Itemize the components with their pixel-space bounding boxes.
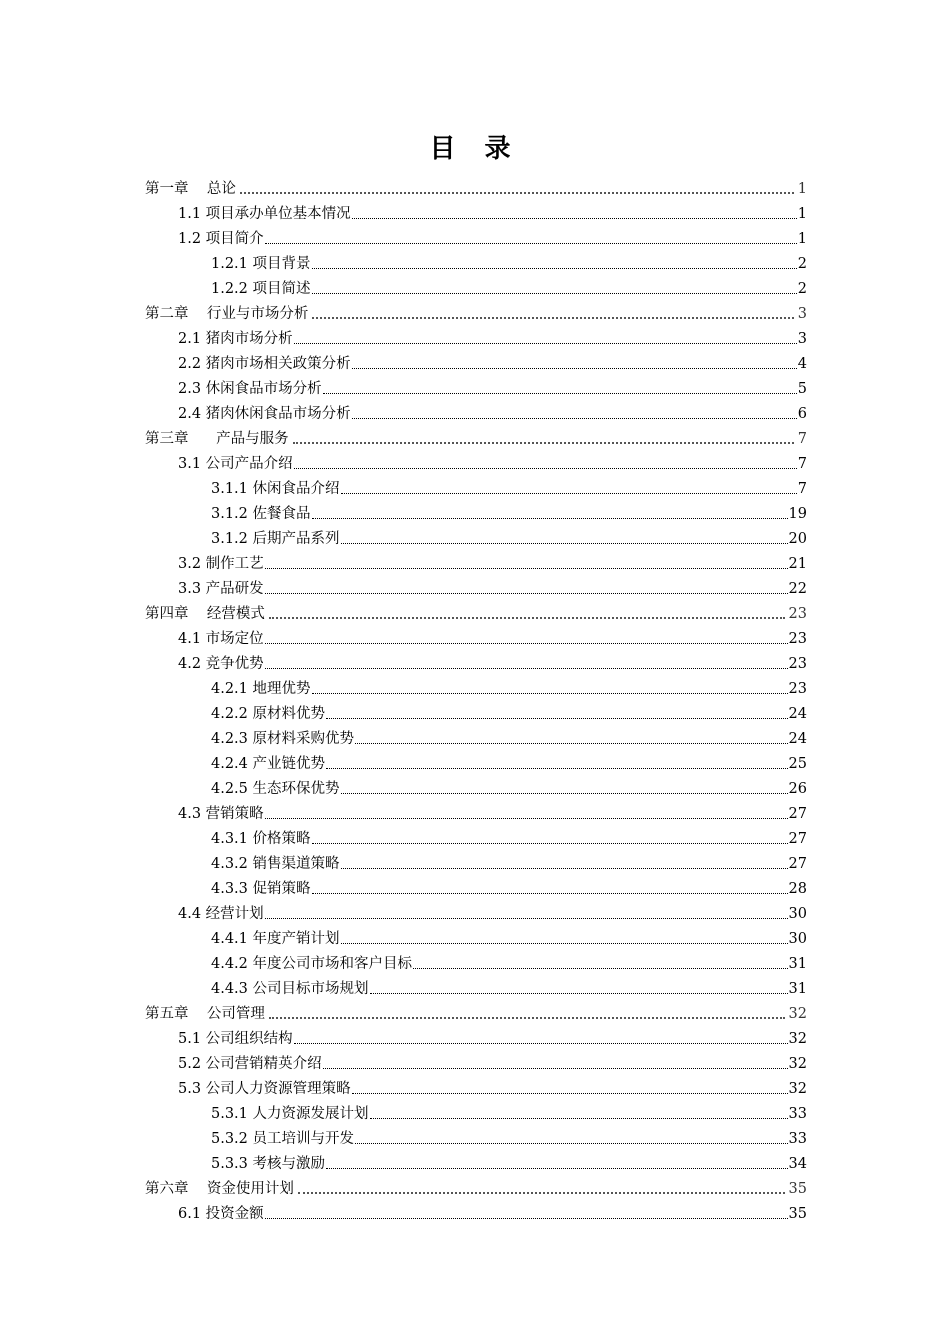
- toc-dot-leader: [312, 268, 797, 269]
- toc-dot-leader: [312, 893, 788, 894]
- toc-section-entry[interactable]: [145, 574, 807, 599]
- toc-page-number: 23: [788, 681, 807, 697]
- toc-page-number: 32: [788, 1006, 807, 1022]
- toc-section-entry[interactable]: [145, 399, 807, 424]
- toc-page-number: 24: [788, 731, 807, 747]
- toc-page-number: 24: [788, 706, 807, 722]
- toc-entry-label: 1.2.1 项目背景: [211, 256, 311, 272]
- toc-dot-leader: [355, 743, 788, 744]
- toc-dot-leader: [413, 968, 788, 969]
- toc-subsection-entry[interactable]: [145, 1149, 807, 1174]
- toc-chapter-entry[interactable]: [145, 174, 807, 199]
- toc-page-number: 27: [788, 856, 807, 872]
- toc-section-entry[interactable]: [145, 1049, 807, 1074]
- toc-page-number: 27: [788, 831, 807, 847]
- toc-dot-leader: [269, 1017, 785, 1019]
- toc-page-number: 20: [788, 531, 807, 547]
- toc-entry-label: 5.3.2 员工培训与开发: [211, 1131, 355, 1147]
- toc-entry-label: 4.1 市场定位: [178, 631, 264, 647]
- toc-entry-label: 4.2.1 地理优势: [211, 681, 311, 697]
- toc-entry-label: 第三章 产品与服务: [145, 431, 289, 447]
- toc-dot-leader: [341, 543, 788, 544]
- toc-entry-label: 1.2 项目简介: [178, 231, 264, 247]
- toc-entry-label: 4.3 营销策略: [178, 806, 264, 822]
- toc-page-number: 30: [788, 931, 807, 947]
- toc-entry-label: 2.4 猪肉休闲食品市场分析: [178, 406, 351, 422]
- toc-page-number: 23: [788, 606, 807, 622]
- toc-page-number: 2: [797, 281, 807, 297]
- toc-subsection-entry[interactable]: [145, 674, 807, 699]
- toc-chapter-entry[interactable]: [145, 999, 807, 1024]
- toc-subsection-entry[interactable]: [145, 274, 807, 299]
- toc-dot-leader: [265, 643, 788, 644]
- toc-entry-label: 第二章 行业与市场分析: [145, 306, 309, 322]
- toc-dot-leader: [269, 617, 785, 619]
- toc-dot-leader: [312, 843, 788, 844]
- toc-subsection-entry[interactable]: [145, 699, 807, 724]
- toc-chapter-entry[interactable]: [145, 424, 807, 449]
- toc-dot-leader: [312, 693, 788, 694]
- toc-dot-leader: [323, 1068, 788, 1069]
- toc-entry-label: 3.1.2 后期产品系列: [211, 531, 340, 547]
- toc-entry-label: 5.1 公司组织结构: [178, 1031, 293, 1047]
- toc-entry-label: 3.1.2 佐餐食品: [211, 506, 311, 522]
- toc-page-number: 3: [797, 306, 807, 322]
- toc-dot-leader: [265, 568, 788, 569]
- toc-section-entry[interactable]: [145, 799, 807, 824]
- toc-subsection-entry[interactable]: [145, 249, 807, 274]
- toc-entry-label: 4.3.1 价格策略: [211, 831, 311, 847]
- toc-entry-label: 4.4 经营计划: [178, 906, 264, 922]
- toc-dot-leader: [265, 818, 788, 819]
- toc-section-entry[interactable]: [145, 199, 807, 224]
- toc-entry-label: 5.3.1 人力资源发展计划: [211, 1106, 369, 1122]
- toc-entry-label: 2.3 休闲食品市场分析: [178, 381, 322, 397]
- toc-dot-leader: [341, 793, 788, 794]
- toc-dot-leader: [265, 918, 788, 919]
- toc-subsection-entry[interactable]: [145, 724, 807, 749]
- toc-entry-label: 4.2 竞争优势: [178, 656, 264, 672]
- toc-subsection-entry[interactable]: [145, 499, 807, 524]
- toc-page-number: 31: [788, 981, 807, 997]
- toc-entry-label: 4.4.2 年度公司市场和客户目标: [211, 956, 413, 972]
- toc-entry-label: 4.3.3 促销策略: [211, 881, 311, 897]
- toc-page-number: 33: [788, 1106, 807, 1122]
- toc-page-number: 33: [788, 1131, 807, 1147]
- toc-chapter-entry[interactable]: [145, 1174, 807, 1199]
- toc-subsection-entry[interactable]: [145, 874, 807, 899]
- toc-dot-leader: [352, 368, 797, 369]
- toc-entry-label: 4.3.2 销售渠道策略: [211, 856, 340, 872]
- toc-page-number: 25: [788, 756, 807, 772]
- toc-page-number: 26: [788, 781, 807, 797]
- toc-page-number: 19: [788, 506, 807, 522]
- toc-section-entry[interactable]: [145, 449, 807, 474]
- toc-page-number: 21: [788, 556, 807, 572]
- toc-page-number: 30: [788, 906, 807, 922]
- toc-entry-label: 6.1 投资金额: [178, 1206, 264, 1222]
- toc-dot-leader: [293, 442, 794, 444]
- toc-dot-leader: [355, 1143, 788, 1144]
- toc-page-number: 1: [797, 231, 807, 247]
- toc-entry-label: 2.2 猪肉市场相关政策分析: [178, 356, 351, 372]
- toc-list: [145, 174, 807, 1224]
- toc-subsection-entry[interactable]: [145, 774, 807, 799]
- toc-entry-label: 2.1 猪肉市场分析: [178, 331, 293, 347]
- toc-page-number: 2: [797, 256, 807, 272]
- toc-section-entry[interactable]: [145, 649, 807, 674]
- toc-page-number: 31: [788, 956, 807, 972]
- toc-dot-leader: [352, 418, 797, 419]
- toc-page-number: 23: [788, 656, 807, 672]
- toc-page-number: 7: [797, 481, 807, 497]
- toc-entry-label: 4.2.5 生态环保优势: [211, 781, 340, 797]
- toc-entry-label: 3.1 公司产品介绍: [178, 456, 293, 472]
- toc-dot-leader: [326, 718, 788, 719]
- toc-dot-leader: [265, 1218, 788, 1219]
- toc-subsection-entry[interactable]: [145, 474, 807, 499]
- toc-dot-leader: [326, 768, 788, 769]
- toc-section-entry[interactable]: [145, 549, 807, 574]
- toc-page-number: 23: [788, 631, 807, 647]
- toc-dot-leader: [352, 218, 797, 219]
- toc-dot-leader: [294, 343, 797, 344]
- toc-page-number: 32: [788, 1081, 807, 1097]
- toc-dot-leader: [312, 518, 788, 519]
- toc-section-entry[interactable]: [145, 1199, 807, 1224]
- toc-subsection-entry[interactable]: [145, 949, 807, 974]
- toc-dot-leader: [352, 1093, 788, 1094]
- toc-page-number: 22: [788, 581, 807, 597]
- toc-subsection-entry[interactable]: [145, 849, 807, 874]
- toc-page-number: 6: [797, 406, 807, 422]
- toc-entry-label: 第一章 总论: [145, 181, 236, 197]
- toc-entry-label: 5.2 公司营销精英介绍: [178, 1056, 322, 1072]
- toc-entry-label: 1.2.2 项目简述: [211, 281, 311, 297]
- toc-dot-leader: [323, 393, 797, 394]
- toc-entry-label: 4.2.2 原材料优势: [211, 706, 326, 722]
- toc-dot-leader: [370, 1118, 788, 1119]
- toc-page-number: 1: [797, 206, 807, 222]
- toc-section-entry[interactable]: [145, 624, 807, 649]
- toc-page-number: 4: [797, 356, 807, 372]
- toc-section-entry[interactable]: [145, 324, 807, 349]
- toc-dot-leader: [370, 993, 788, 994]
- toc-dot-leader: [294, 468, 797, 469]
- toc-page-number: 32: [788, 1031, 807, 1047]
- toc-page-number: 32: [788, 1056, 807, 1072]
- toc-entry-label: 第六章 资金使用计划: [145, 1181, 294, 1197]
- toc-section-entry[interactable]: [145, 899, 807, 924]
- toc-subsection-entry[interactable]: [145, 749, 807, 774]
- toc-page-number: 7: [797, 431, 807, 447]
- toc-section-entry[interactable]: [145, 1024, 807, 1049]
- toc-page-number: 28: [788, 881, 807, 897]
- toc-entry-label: 1.1 项目承办单位基本情况: [178, 206, 351, 222]
- toc-entry-label: 第四章 经营模式: [145, 606, 265, 622]
- toc-page-number: 5: [797, 381, 807, 397]
- toc-chapter-entry[interactable]: [145, 299, 807, 324]
- toc-dot-leader: [294, 1043, 788, 1044]
- toc-entry-label: 4.4.1 年度产销计划: [211, 931, 340, 947]
- toc-subsection-entry[interactable]: [145, 824, 807, 849]
- toc-chapter-entry[interactable]: [145, 599, 807, 624]
- toc-dot-leader: [265, 668, 788, 669]
- toc-page-number: 35: [788, 1181, 807, 1197]
- toc-entry-label: 第五章 公司管理: [145, 1006, 265, 1022]
- toc-dot-leader: [312, 293, 797, 294]
- toc-page-number: 27: [788, 806, 807, 822]
- toc-dot-leader: [265, 593, 788, 594]
- toc-entry-label: 5.3.3 考核与激励: [211, 1156, 326, 1172]
- toc-dot-leader: [341, 493, 797, 494]
- toc-section-entry[interactable]: [145, 1074, 807, 1099]
- toc-entry-label: 4.2.3 原材料采购优势: [211, 731, 355, 747]
- toc-subsection-entry[interactable]: [145, 1124, 807, 1149]
- toc-entry-label: 5.3 公司人力资源管理策略: [178, 1081, 351, 1097]
- toc-section-entry[interactable]: [145, 224, 807, 249]
- toc-title: 目 录: [429, 134, 521, 164]
- toc-entry-label: 4.2.4 产业链优势: [211, 756, 326, 772]
- toc-page-number: 34: [788, 1156, 807, 1172]
- toc-dot-leader: [341, 943, 788, 944]
- toc-entry-label: 3.2 制作工艺: [178, 556, 264, 572]
- toc-page-number: 3: [797, 331, 807, 347]
- toc-subsection-entry[interactable]: [145, 1099, 807, 1124]
- toc-dot-leader: [240, 192, 794, 194]
- toc-section-entry[interactable]: [145, 349, 807, 374]
- toc-subsection-entry[interactable]: [145, 974, 807, 999]
- toc-dot-leader: [326, 1168, 788, 1169]
- toc-page-number: 1: [797, 181, 807, 197]
- toc-entry-label: 3.3 产品研发: [178, 581, 264, 597]
- toc-page-number: 7: [797, 456, 807, 472]
- toc-dot-leader: [265, 243, 797, 244]
- toc-section-entry[interactable]: [145, 374, 807, 399]
- toc-dot-leader: [312, 317, 793, 319]
- toc-entry-label: 4.4.3 公司目标市场规划: [211, 981, 369, 997]
- toc-dot-leader: [298, 1192, 785, 1194]
- toc-subsection-entry[interactable]: [145, 524, 807, 549]
- toc-page-number: 35: [788, 1206, 807, 1222]
- toc-entry-label: 3.1.1 休闲食品介绍: [211, 481, 340, 497]
- toc-subsection-entry[interactable]: [145, 924, 807, 949]
- toc-dot-leader: [341, 868, 788, 869]
